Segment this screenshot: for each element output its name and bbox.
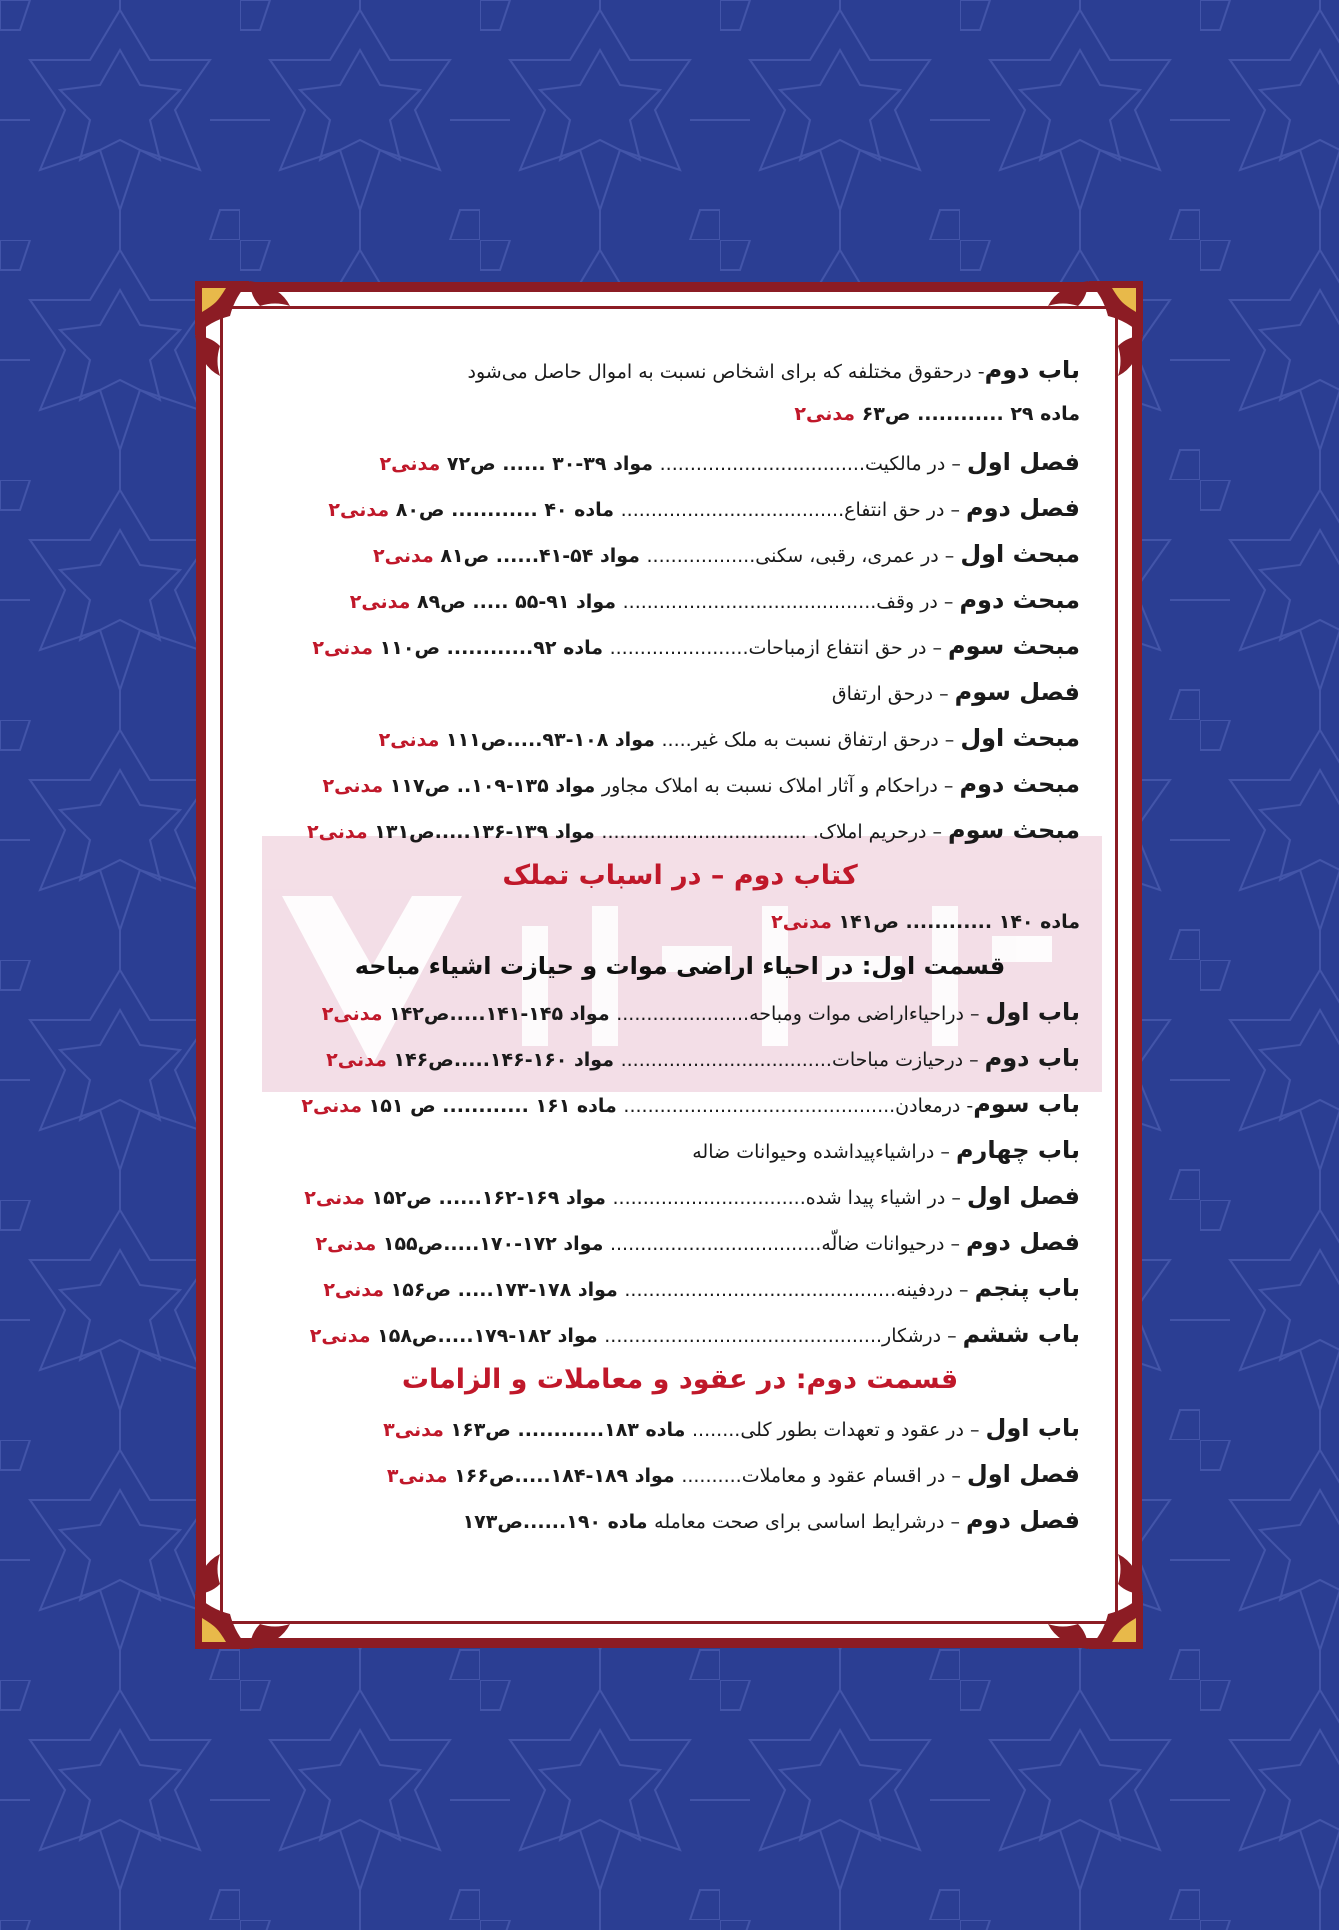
entry-article-page-ref: مواد ۱۷۸-۱۷۳..... ص۱۵۶ bbox=[384, 1279, 625, 1301]
entry-volume-tag: مدنی۲ bbox=[304, 1187, 365, 1209]
toc-line bbox=[280, 1408, 1080, 1448]
entry-title: باب دوم bbox=[984, 1044, 1080, 1072]
toc-line bbox=[280, 764, 1080, 804]
entry-volume-tag: مدنی۳ bbox=[386, 1465, 448, 1487]
toc-line bbox=[280, 1222, 1080, 1262]
toc-line bbox=[280, 534, 1080, 574]
toc-line bbox=[280, 810, 1080, 850]
entry-article-page-ref: مواد ۱۳۵-۱۰۹.. ص۱۱۷ bbox=[383, 775, 602, 797]
toc-line bbox=[280, 902, 1080, 942]
entry-article-page-ref: ماده ۲۹ ............ ص۶۳ bbox=[855, 403, 1080, 425]
entry-volume-tag: مدنی۲ bbox=[312, 637, 374, 659]
entry-title: فصل دوم bbox=[966, 1506, 1080, 1534]
toc-line bbox=[280, 626, 1080, 666]
entry-article-page-ref: ماده ۱۴۰ ............ ص۱۴۱ bbox=[831, 911, 1080, 933]
entry-description: – دراشیاءپیداشده وحیوانات ضاله bbox=[692, 1141, 956, 1163]
toc-line bbox=[280, 1360, 1080, 1400]
entry-title: مبحث سوم bbox=[948, 632, 1080, 660]
entry-title: فصل دوم bbox=[966, 494, 1080, 522]
entry-description: – درحیوانات ضالّه................................... bbox=[609, 1233, 967, 1255]
entry-description: – در مالکیت.................................. bbox=[659, 453, 967, 475]
entry-description: - درمعادن............................................. bbox=[623, 1095, 974, 1117]
entry-title: مبحث دوم bbox=[959, 770, 1080, 798]
entry-article-page-ref: ماده ۴۰ ............ ص۸۰ bbox=[389, 499, 621, 521]
entry-description: – در وقف.......................................... bbox=[622, 591, 960, 613]
entry-title: فصل اول bbox=[966, 1460, 1080, 1488]
entry-volume-tag: مدنی۲ bbox=[328, 499, 390, 521]
entry-volume-tag: مدنی۲ bbox=[794, 403, 856, 425]
entry-description: - درحقوق مختلفه که برای اشخاص نسبت به اموال حاصل می‌شود bbox=[467, 361, 985, 383]
section-subheading: قسمت اول: در احیاء اراضی موات و حیازت اشیاء مباحه bbox=[354, 952, 1006, 980]
entry-description: – درحق ارتفاق bbox=[831, 683, 955, 705]
entry-article-page-ref: مواد ۱۰۸-۹۳.....ص۱۱۱ bbox=[439, 729, 662, 751]
entry-article-page-ref: مواد ۱۷۲-۱۷۰.....ص۱۵۵ bbox=[376, 1233, 610, 1255]
section-heading: قسمت دوم: در عقود و معاملات و الزامات bbox=[401, 1364, 959, 1395]
entry-article-page-ref: ماده ۹۲............ ص۱۱۰ bbox=[373, 637, 610, 659]
entry-description: – دراحیاءاراضی موات ومباحه...................... bbox=[616, 1003, 986, 1025]
entry-volume-tag: مدنی۲ bbox=[771, 911, 832, 933]
entry-description: – در اقسام عقود و معاملات.......... bbox=[681, 1465, 967, 1487]
entry-article-page-ref: مواد ۱۳۹-۱۳۶.....ص۱۳۱ bbox=[367, 821, 602, 843]
entry-title: باب دوم bbox=[984, 356, 1080, 384]
entry-article-page-ref: مواد ۹۱-۵۵ ..... ص۸۹ bbox=[410, 591, 623, 613]
toc-line bbox=[280, 718, 1080, 758]
toc-line bbox=[280, 992, 1080, 1032]
toc-line bbox=[280, 1314, 1080, 1354]
toc-line bbox=[280, 856, 1080, 896]
entry-description: – درحیازت مباحات................................... bbox=[620, 1049, 985, 1071]
corner-ornament-icon bbox=[1038, 1544, 1148, 1654]
entry-description: – دردفینه............................................. bbox=[624, 1279, 975, 1301]
entry-article-page-ref: ماده ۱۸۳............ ص۱۶۳ bbox=[443, 1419, 692, 1441]
entry-volume-tag: مدنی۲ bbox=[349, 591, 411, 613]
section-heading: کتاب دوم – در اسباب تملک bbox=[502, 860, 858, 891]
toc-line bbox=[280, 1268, 1080, 1308]
toc-line bbox=[280, 1500, 1080, 1540]
entry-title: باب اول bbox=[985, 998, 1080, 1026]
entry-volume-tag: مدنی۳ bbox=[383, 1419, 444, 1441]
toc-line bbox=[280, 1130, 1080, 1170]
toc-line bbox=[280, 1084, 1080, 1124]
entry-title: مبحث دوم bbox=[959, 586, 1080, 614]
entry-description: – درشکار.............................................. bbox=[604, 1325, 963, 1347]
entry-article-page-ref: مواد ۱۸۲-۱۷۹.....ص۱۵۸ bbox=[370, 1325, 605, 1347]
toc-line bbox=[280, 394, 1080, 434]
entry-description: – در اشیاء پیدا شده................................ bbox=[612, 1187, 967, 1209]
entry-description: – درحریم املاک. .................................. bbox=[601, 821, 949, 843]
toc-line bbox=[280, 580, 1080, 620]
toc-line bbox=[280, 946, 1080, 986]
entry-description: – دراحکام و آثار املاک نسبت به املاک مجاور bbox=[601, 775, 960, 797]
entry-article-page-ref: مواد ۵۴-۴۱...... ص۸۱ bbox=[433, 545, 647, 567]
toc-line bbox=[280, 1038, 1080, 1078]
entry-title: باب سوم bbox=[973, 1090, 1080, 1118]
entry-description: – در عقود و تعهدات بطور کلی........ bbox=[692, 1419, 986, 1441]
entry-volume-tag: مدنی۲ bbox=[373, 545, 434, 567]
entry-description: – در حق انتفاع..................................... bbox=[620, 499, 967, 521]
entry-article-page-ref: ماده ۱۶۱ ............ ص ۱۵۱ bbox=[362, 1095, 624, 1117]
entry-article-page-ref: ماده ۱۹۰......ص۱۷۳ bbox=[462, 1511, 655, 1533]
toc-line bbox=[280, 1454, 1080, 1494]
entry-title: باب اول bbox=[985, 1414, 1080, 1442]
entry-volume-tag: مدنی۲ bbox=[322, 775, 384, 797]
toc-line bbox=[280, 1176, 1080, 1216]
entry-title: مبحث اول bbox=[960, 724, 1080, 752]
entry-volume-tag: مدنی۲ bbox=[306, 821, 368, 843]
corner-ornament-icon bbox=[190, 1544, 300, 1654]
entry-description: – در حق انتفاع ازمباحات....................... bbox=[609, 637, 949, 659]
entry-volume-tag: مدنی۲ bbox=[315, 1233, 377, 1255]
entry-volume-tag: مدنی۲ bbox=[326, 1049, 387, 1071]
entry-volume-tag: مدنی۲ bbox=[321, 1003, 383, 1025]
entry-article-page-ref: مواد ۳۹-۳۰ ...... ص۷۲ bbox=[440, 453, 660, 475]
entry-volume-tag: مدنی۲ bbox=[378, 729, 440, 751]
entry-title: باب پنجم bbox=[974, 1274, 1080, 1302]
toc-line bbox=[280, 350, 1080, 390]
entry-title: باب چهارم bbox=[955, 1136, 1080, 1164]
entry-description: – درشرایط اساسی برای صحت معامله bbox=[654, 1511, 967, 1533]
entry-volume-tag: مدنی۲ bbox=[309, 1325, 371, 1347]
entry-title: مبحث سوم bbox=[948, 816, 1080, 844]
entry-title: مبحث اول bbox=[960, 540, 1080, 568]
entry-description: – در عمری، رقبی، سکنی.................. bbox=[646, 545, 961, 567]
entry-title: فصل اول bbox=[966, 1182, 1080, 1210]
toc-line bbox=[280, 672, 1080, 712]
entry-article-page-ref: مواد ۱۶۰-۱۴۶.....ص۱۴۶ bbox=[386, 1049, 621, 1071]
entry-volume-tag: مدنی۲ bbox=[301, 1095, 363, 1117]
entry-article-page-ref: مواد ۱۴۵-۱۴۱.....ص۱۴۲ bbox=[382, 1003, 617, 1025]
entry-article-page-ref: مواد ۱۶۹-۱۶۲...... ص۱۵۲ bbox=[364, 1187, 613, 1209]
entry-title: فصل سوم bbox=[954, 678, 1080, 706]
entry-title: فصل دوم bbox=[966, 1228, 1080, 1256]
toc-line bbox=[280, 488, 1080, 528]
toc-line bbox=[280, 442, 1080, 482]
entry-description: – درحق ارتفاق نسبت به ملک غیر..... bbox=[661, 729, 961, 751]
entry-article-page-ref: مواد ۱۸۹-۱۸۴.....ص۱۶۶ bbox=[447, 1465, 682, 1487]
entry-volume-tag: مدنی۲ bbox=[323, 1279, 385, 1301]
entry-title: باب ششم bbox=[962, 1320, 1080, 1348]
entry-volume-tag: مدنی۲ bbox=[379, 453, 441, 475]
entry-title: فصل اول bbox=[966, 448, 1080, 476]
